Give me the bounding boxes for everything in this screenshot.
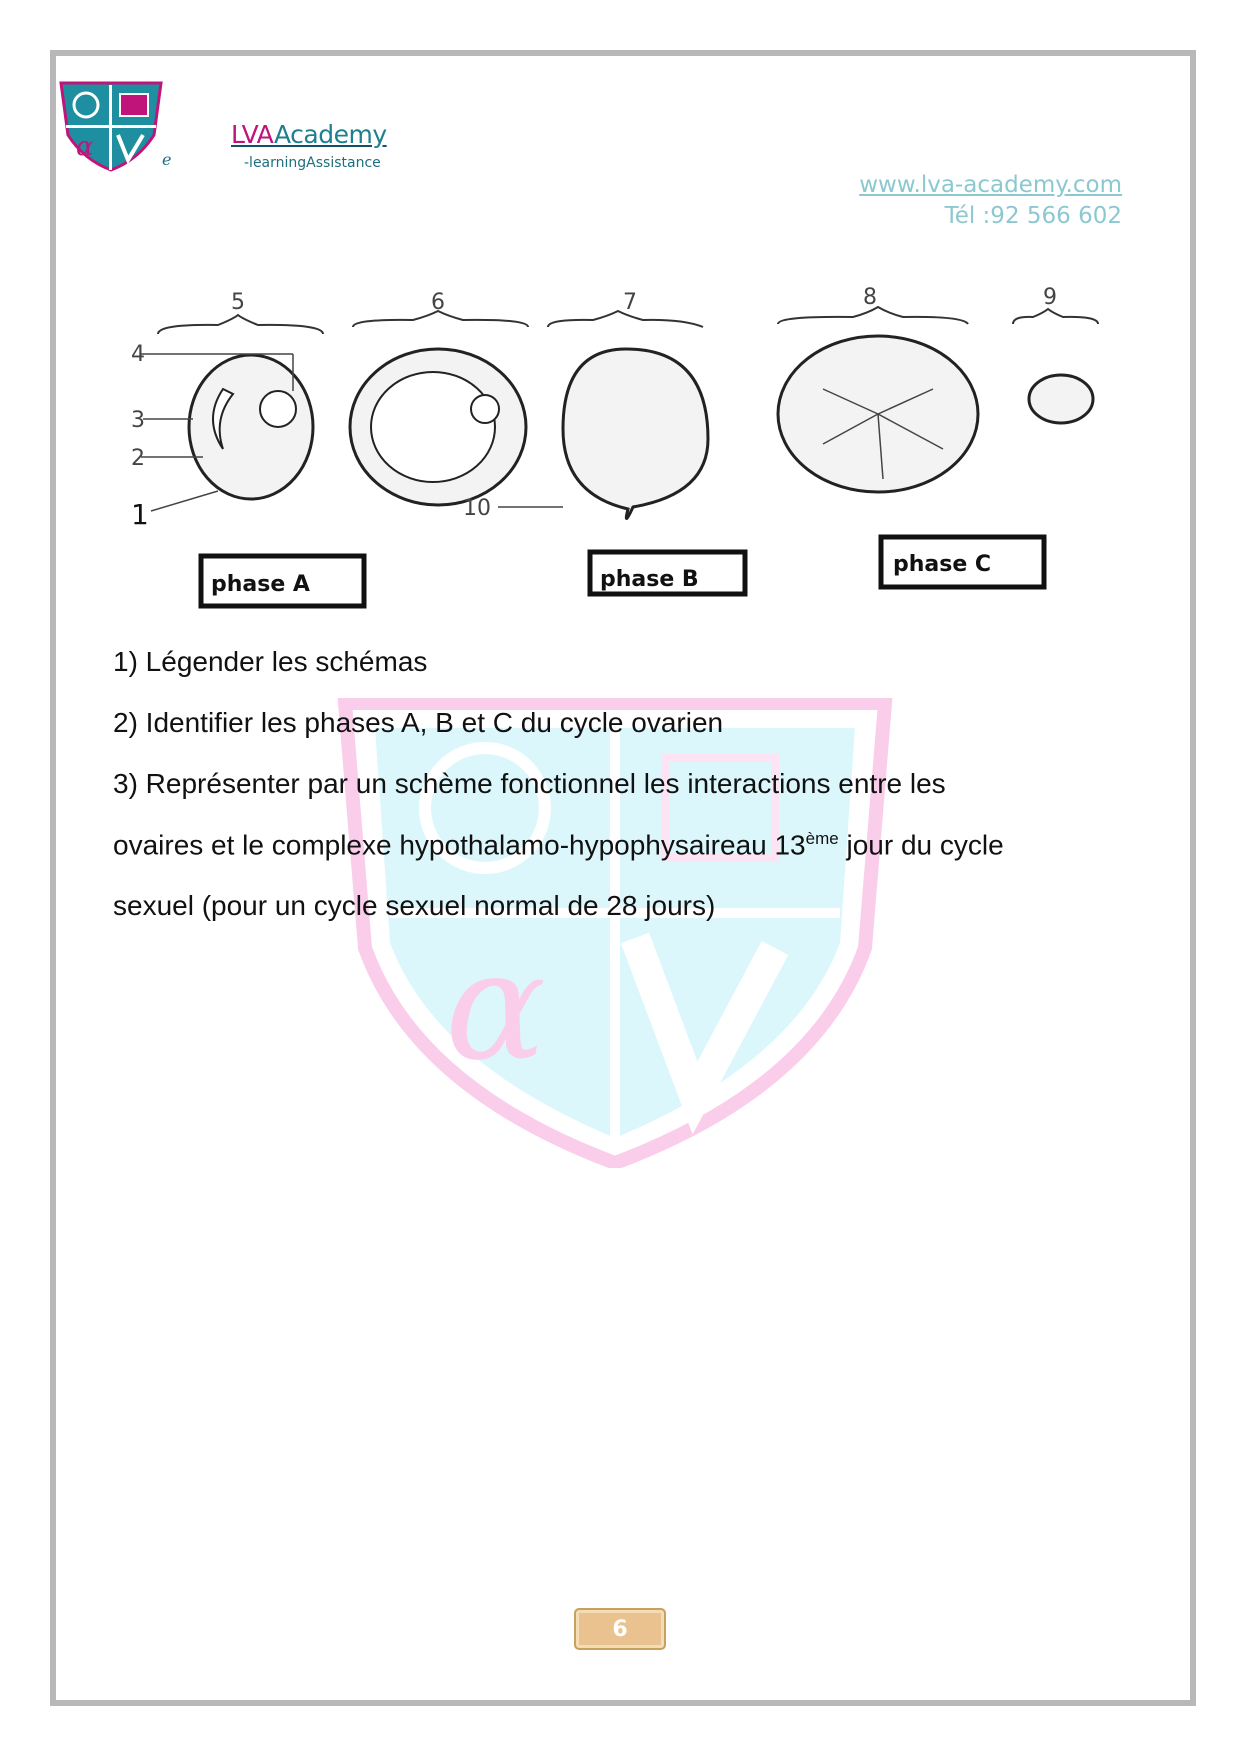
- stage-number: 9: [1043, 285, 1057, 310]
- phase-label: phase B: [600, 567, 699, 592]
- brand-name: [231, 120, 387, 149]
- superscript-eme: ème: [805, 829, 839, 848]
- svg-text:α: α: [445, 920, 547, 1094]
- lva-logo-icon: [58, 80, 164, 172]
- question-3-text-cont: jour du cycle: [838, 829, 1004, 861]
- page-number-badge: 6: [574, 1608, 666, 1650]
- callout-number: 4: [131, 342, 145, 367]
- callout-number: 3: [131, 408, 145, 433]
- logo-letter: e: [162, 150, 172, 169]
- phase-label: phase C: [893, 552, 992, 577]
- question-2: 2) Identifier les phases A, B et C du cycle ovarien: [113, 707, 724, 738]
- brand-prefix: LVA: [231, 120, 274, 149]
- brand-suffix: Academy: [273, 120, 387, 149]
- question-3-line-3: sexuel (pour un cycle sexuel normal de 28 jours): [113, 890, 716, 921]
- question-3-line-1: 3) Représenter par un schème fonctionnel les interactions entre les: [113, 768, 946, 799]
- svg-text:α: α: [76, 132, 94, 162]
- callout-number: 1: [131, 498, 149, 531]
- stage-number: 7: [623, 290, 637, 315]
- question-3-text: ovaires et le complexe hypothalamo-hypophysaireau 13: [113, 829, 806, 861]
- stage-number: 8: [863, 285, 877, 310]
- phase-label: phase A: [211, 572, 310, 597]
- callout-number: 10: [463, 496, 491, 521]
- phone-number: Tél :92 566 602: [944, 203, 1122, 229]
- question-3-line-2: [113, 829, 1004, 861]
- stage-number: 6: [431, 290, 445, 315]
- callout-number: 2: [131, 446, 145, 471]
- stage-number: 5: [231, 290, 245, 315]
- brand-tagline: -learningAssistance: [244, 155, 381, 171]
- question-1: 1) Légender les schémas: [113, 646, 428, 677]
- ovarian-cycle-figure: [123, 279, 1113, 619]
- website-link[interactable]: www.lva-academy.com: [859, 172, 1122, 198]
